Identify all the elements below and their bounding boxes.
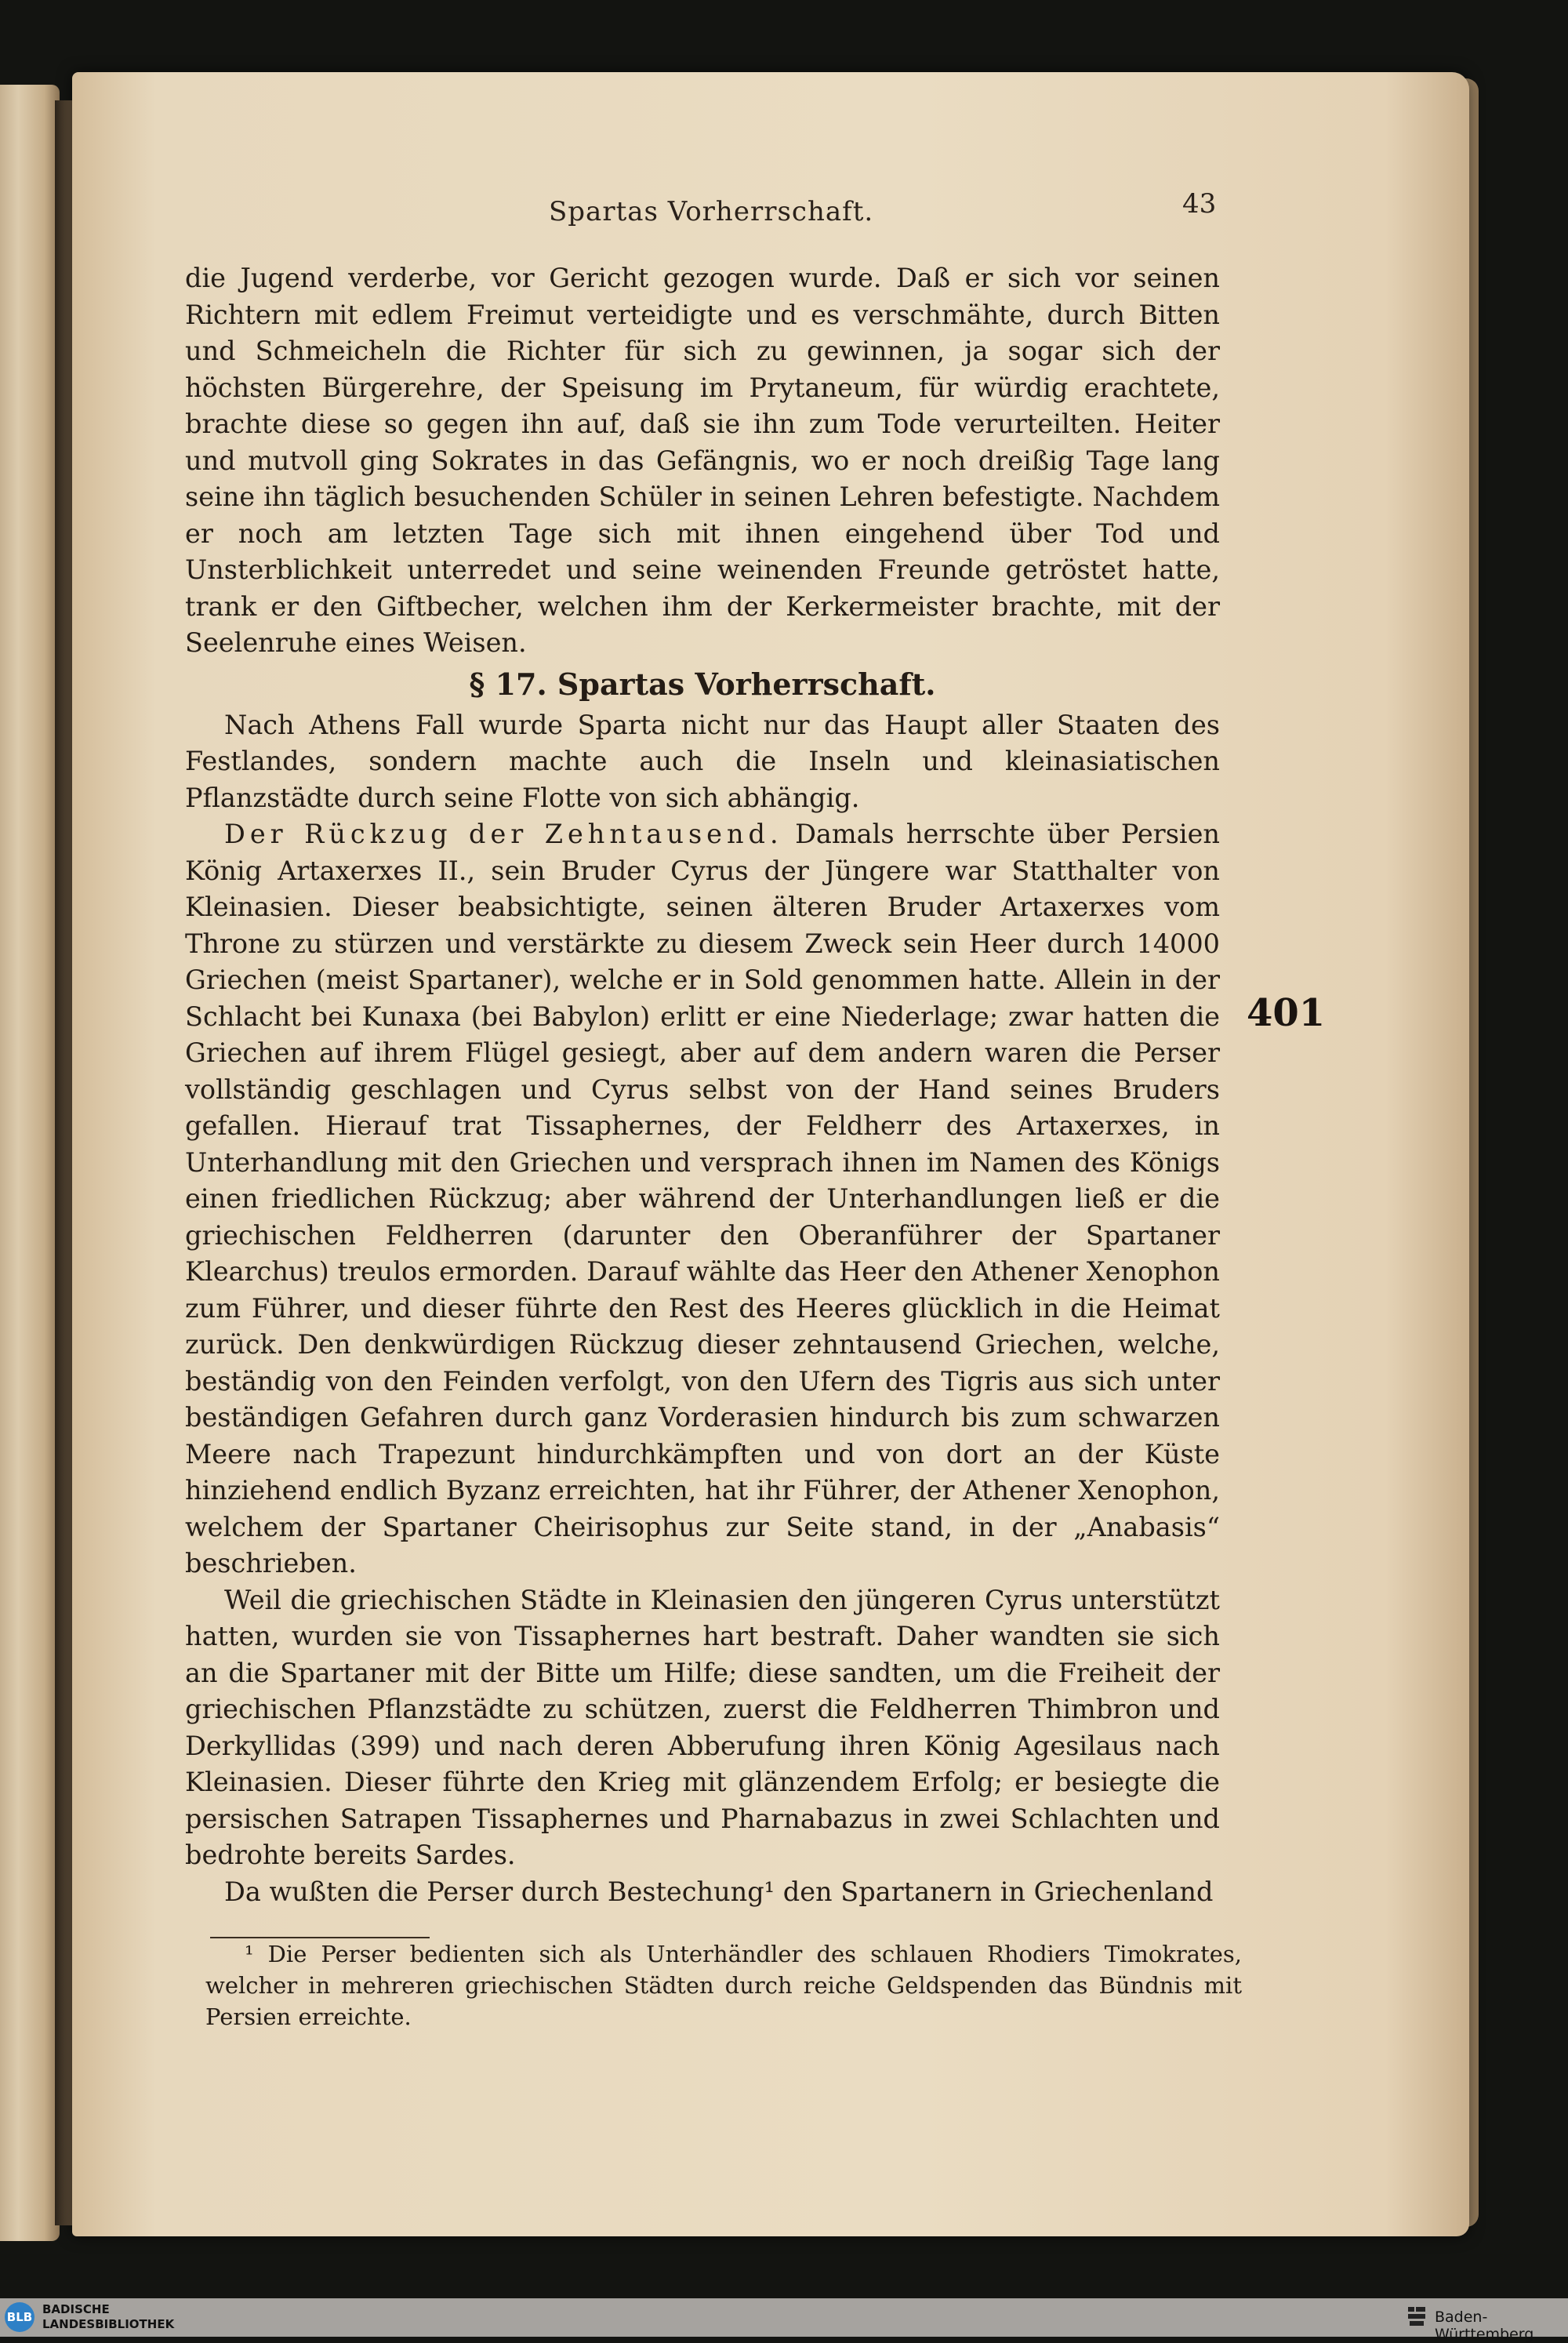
paragraph-agesilaus: Weil die griechischen Städte in Kleinasien den jüngeren Cyrus unterstützt hatten, wurden sie von Tissaphernes hart bestraft. Daher wandten sie sich an die Spartaner mit der Bitte um Hilfe; diese sandten, um die Freiheit der griechischen Pflanzstädte zu schützen, zuerst die Feldherren Thimbron und Derkyllidas (399) und nach deren Abberufung ihren König Agesilaus nach Kleinasien. Dieser führte den Krieg mit glänzendem Erfolg; er besiegte die persischen Satrapen Tissaphernes und Pharnabazus in zwei Schlachten und bedrohte bereits Sardes. [185, 1584, 1220, 1870]
library-name-line1: BADISCHE [42, 2302, 110, 2316]
body-text [185, 260, 1220, 1910]
footnote: ¹ Die Perser bedienten sich als Unterhändler des schlauen Rhodiers Timokrates, welcher in mehreren griechischen Städten durch reiche Geldspenden das Bündnis mit Persien erreichte. [205, 1941, 1242, 2030]
page-number: 43 [1182, 188, 1217, 220]
blb-logo-icon[interactable]: BLB [5, 2302, 34, 2332]
viewer-footer-bar [0, 2298, 1568, 2337]
paragraph-retreat-body: Damals herrschte über Persien König Artaxerxes II., sein Bruder Cyrus der Jüngere war Statthalter von Kleinasien. Dieser beabsichtigte, seinen älteren Bruder Artaxerxes vom Throne zu stürzen und verstärkte zu diesem Zweck sein Heer durch 14000 Griechen (meist Spartaner), welche er in Sold genommen hatte. Allein in der Schlacht bei Kunaxa (bei Babylon) erlitt er eine Niederlage; zwar hatten die Griechen auf ihrem Flügel gesiegt, aber auf dem andern waren die Perser vollständig geschlagen und Cyrus selbst von der Hand seines Bruders gefallen. Hierauf trat Tissaphernes, der Feldherr des Artaxerxes, in Unterhandlung mit den Griechen und versprach ihnen im Namen des Königs einen friedlichen Rückzug; aber während der Unterhandlungen ließ er die griechischen Feldherren (darunter den Oberanführer der Spartaner Klearchus) treulos ermorden. Darauf wählte das Heer den Athener Xenophon zum Führer, und dieser führte den Rest des Heeres glücklich in die Heimat zurück. Den denkwürdigen Rückzug dieser zehntausend Griechen, welche, beständig von den Feinden verfolgt, von den Ufern des Tigris aus sich unter beständigen Gefahren durch ganz Vorderasien hindurch bis zum schwarzen Meere nach Trapezunt hindurchkämpften und von dort an der Küste hinziehend endlich Byzanz erreichten, hat ihr Führer, der Athener Xenophon, welchem der Spartaner Cheirisophus zur Seite stand, in der „Anabasis“ beschrieben. [185, 819, 1221, 1578]
library-name-line2: LANDESBIBLIOTHEK [42, 2317, 175, 2331]
paragraph-socrates: die Jugend verderbe, vor Gericht gezogen wurde. Daß er sich vor seinen Richtern mit edlem Freimut verteidigte und es verschmähte, durch Bitten und Schmeicheln die Richter für sich zu gewinnen, ja sogar sich der höchsten Bürgerehre, der Speisung im Prytaneum, für würdig erachtete, brachte diese so gegen ihn auf, daß sie ihn zum Tode verurteilten. Heiter und mutvoll ging Sokrates in das Gefängnis, wo er noch dreißig Tage lang seine ihn täglich besuchenden Schüler in seinen Lehren befestigte. Nachdem er noch am letzten Tage sich mit ihnen eingehend über Tod und Unsterblichkeit unterredet und seine weinenden Freunde getröstet hatte, trank er den Giftbecher, welchen ihm der Kerkermeister brachte, mit der Seelenruhe eines Weisen. [185, 263, 1220, 658]
baden-wuerttemberg-emblem-icon [1405, 2304, 1428, 2330]
margin-number: 401 [1247, 991, 1326, 1035]
paragraph-lead-in: Der Rückzug der Zehntausend. [224, 819, 783, 849]
region-label: Baden-Württemberg [1435, 2308, 1534, 2343]
running-head: Spartas Vorherrschaft. [549, 196, 874, 227]
left-page-edge [0, 85, 60, 2241]
section-heading: § 17. Spartas Vorherrschaft. [469, 666, 936, 702]
paragraph-bribery: Da wußten die Perser durch Bestechung¹ den Spartanern in Griechenland [224, 1876, 1214, 1907]
library-name [42, 2302, 174, 2332]
paragraph-retreat [185, 816, 1220, 1582]
paragraph-athens-fall: Nach Athens Fall wurde Sparta nicht nur das Haupt aller Staaten des Festlandes, sondern machte auch die Inseln und kleinasiatischen Pflanzstädte durch seine Flotte von sich abhängig. [185, 709, 1220, 813]
